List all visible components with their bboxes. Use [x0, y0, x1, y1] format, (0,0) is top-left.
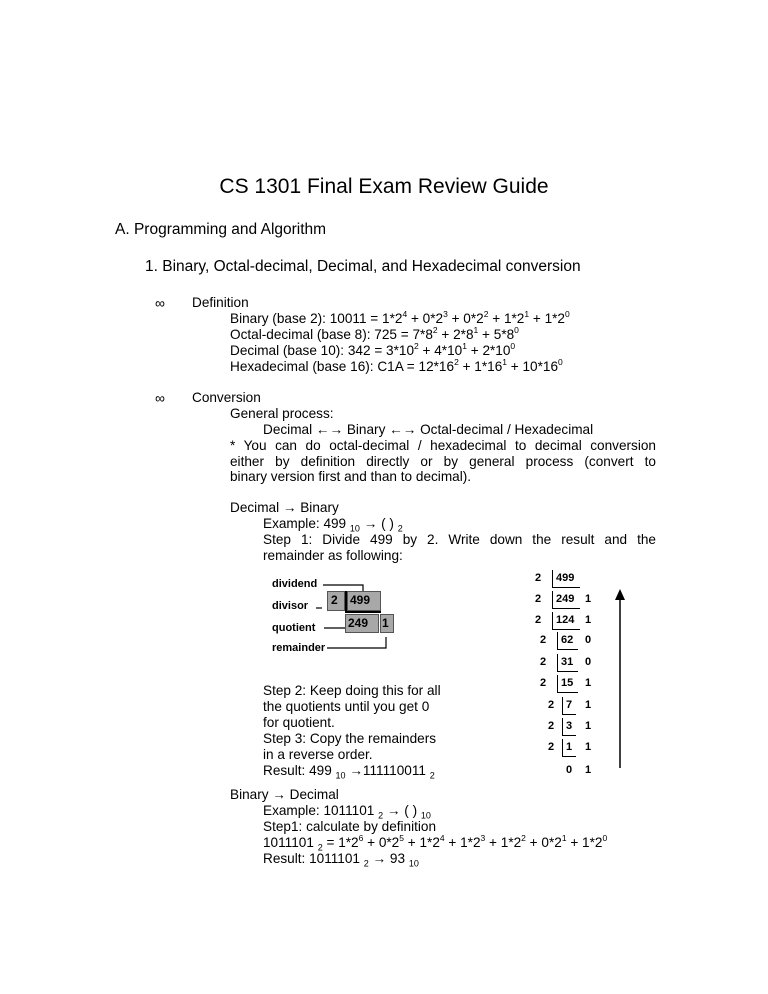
ladder-remainder: 1	[585, 614, 592, 626]
ladder-divisor: 2	[540, 677, 547, 689]
def-octal: Octal-decimal (base 8): $725 = 7*8^2 + 2*8^1 + 5*8^0$	[230, 325, 519, 342]
dec-to-bin-example: Example: 499 $_{10}$ → ( ) $_2$	[263, 516, 403, 534]
step3-line1: Step 3: Copy the remainders	[263, 731, 437, 746]
ladder-remainder: 1	[585, 720, 592, 732]
ladder-divisor: 2	[535, 572, 542, 584]
diagram-quotient: 249	[348, 616, 369, 630]
ladder-divisor: 2	[535, 593, 542, 605]
ladder-divisor: 2	[548, 741, 555, 753]
diagram-dividend: 499	[350, 593, 371, 607]
def-decimal: Decimal (base 10): $342 = 3*10^2 + 4*10^1 + 2*10^0$	[230, 341, 516, 358]
bin-to-dec-step1: Step1: calculate by definition	[263, 819, 437, 834]
bin-to-dec-calc: 1011101 $_2 = 1*2^6 + 0*2^5 + 1*2^4 + 1*2^3 + 1*2^2 + 0*2^1 + 1*2^0$	[263, 833, 608, 853]
diagram-divisor: 2	[331, 593, 338, 607]
ladder-quotient: 31	[561, 656, 574, 668]
dec-to-bin-result: Result: 499 $_{10}$ →111110011 $_2$	[263, 763, 435, 781]
conversion-heading: Conversion	[192, 390, 261, 405]
ladder-quotient: 0	[566, 764, 573, 776]
conversion-note: * You can do octal-decimal / hexadecimal to decimal conversion either by definition directly or by general process (convert to binary version first and than to decimal).	[230, 438, 656, 485]
def-hex: Hexadecimal (base 16): $C1A = 12*16^2 + 1*16^1 + 10*16^0$	[230, 357, 563, 374]
ladder-divisor: 2	[540, 634, 547, 646]
ladder-quotient: 15	[561, 677, 574, 689]
bin-to-dec-result: Result: 1011101 $_2$ → 93 $_{10}$	[263, 851, 419, 869]
bullet-icon: ∞	[155, 390, 165, 406]
ladder-quotient: 7	[566, 699, 573, 711]
ladder-quotient: 124	[556, 614, 575, 626]
definition-heading: Definition	[192, 295, 249, 310]
ladder-remainder: 1	[585, 677, 592, 689]
section-heading: A. Programming and Algorithm	[115, 221, 327, 238]
page-title: CS 1301 Final Exam Review Guide	[219, 175, 549, 198]
ladder-remainder: 1	[585, 593, 592, 605]
diagram-remainder: 1	[382, 616, 389, 630]
general-process: General process:	[230, 406, 334, 421]
ladder-remainder: 1	[585, 764, 592, 776]
dividend-label: dividend	[272, 578, 318, 590]
ladder-divisor: 2	[540, 656, 547, 668]
up-arrow-icon	[612, 588, 628, 770]
ladder-divisor: 2	[548, 699, 555, 711]
quotient-label: quotient	[272, 622, 316, 634]
divisor-label: divisor	[272, 600, 309, 612]
ladder-quotient: 249	[556, 593, 575, 605]
dec-to-bin-heading: Decimal → Binary	[230, 500, 339, 515]
step2-line3: for quotient.	[263, 715, 335, 730]
ladder-remainder: 0	[585, 656, 592, 668]
bin-to-dec-example: Example: 1011101 $_2$ → ( ) $_{10}$	[263, 803, 431, 821]
ladder-divisor: 2	[548, 720, 555, 732]
ladder-quotient: 3	[566, 720, 573, 732]
ladder-divisor: 2	[535, 614, 542, 626]
bin-to-dec-heading: Binary → Decimal	[230, 787, 339, 802]
bullet-icon: ∞	[155, 295, 165, 311]
remainder-label: remainder	[272, 642, 326, 654]
ladder-remainder: 1	[585, 741, 592, 753]
step3-line2: in a reverse order.	[263, 747, 373, 762]
ladder-remainder: 0	[585, 634, 592, 646]
step2-line2: the quotients until you get 0	[263, 699, 430, 714]
ladder-quotient: 499	[556, 572, 575, 584]
ladder-quotient: 1	[566, 741, 573, 753]
ladder-quotient: 62	[561, 634, 574, 646]
ladder-remainder: 1	[585, 699, 592, 711]
process-flow: Decimal ←→ Binary ←→ Octal-decimal / Hexadecimal	[263, 422, 594, 437]
def-binary: Binary (base 2): $10011 = 1*2^4 + 0*2^3 + 0*2^2 + 1*2^1 + 1*2^0$	[230, 309, 570, 326]
step2-line1: Step 2: Keep doing this for all	[263, 683, 441, 698]
dec-to-bin-step1: Step 1: Divide 499 by 2. Write down the result and the remainder as following:	[263, 532, 656, 563]
subsection-heading: 1. Binary, Octal-decimal, Decimal, and Hexadecimal conversion	[145, 258, 581, 275]
